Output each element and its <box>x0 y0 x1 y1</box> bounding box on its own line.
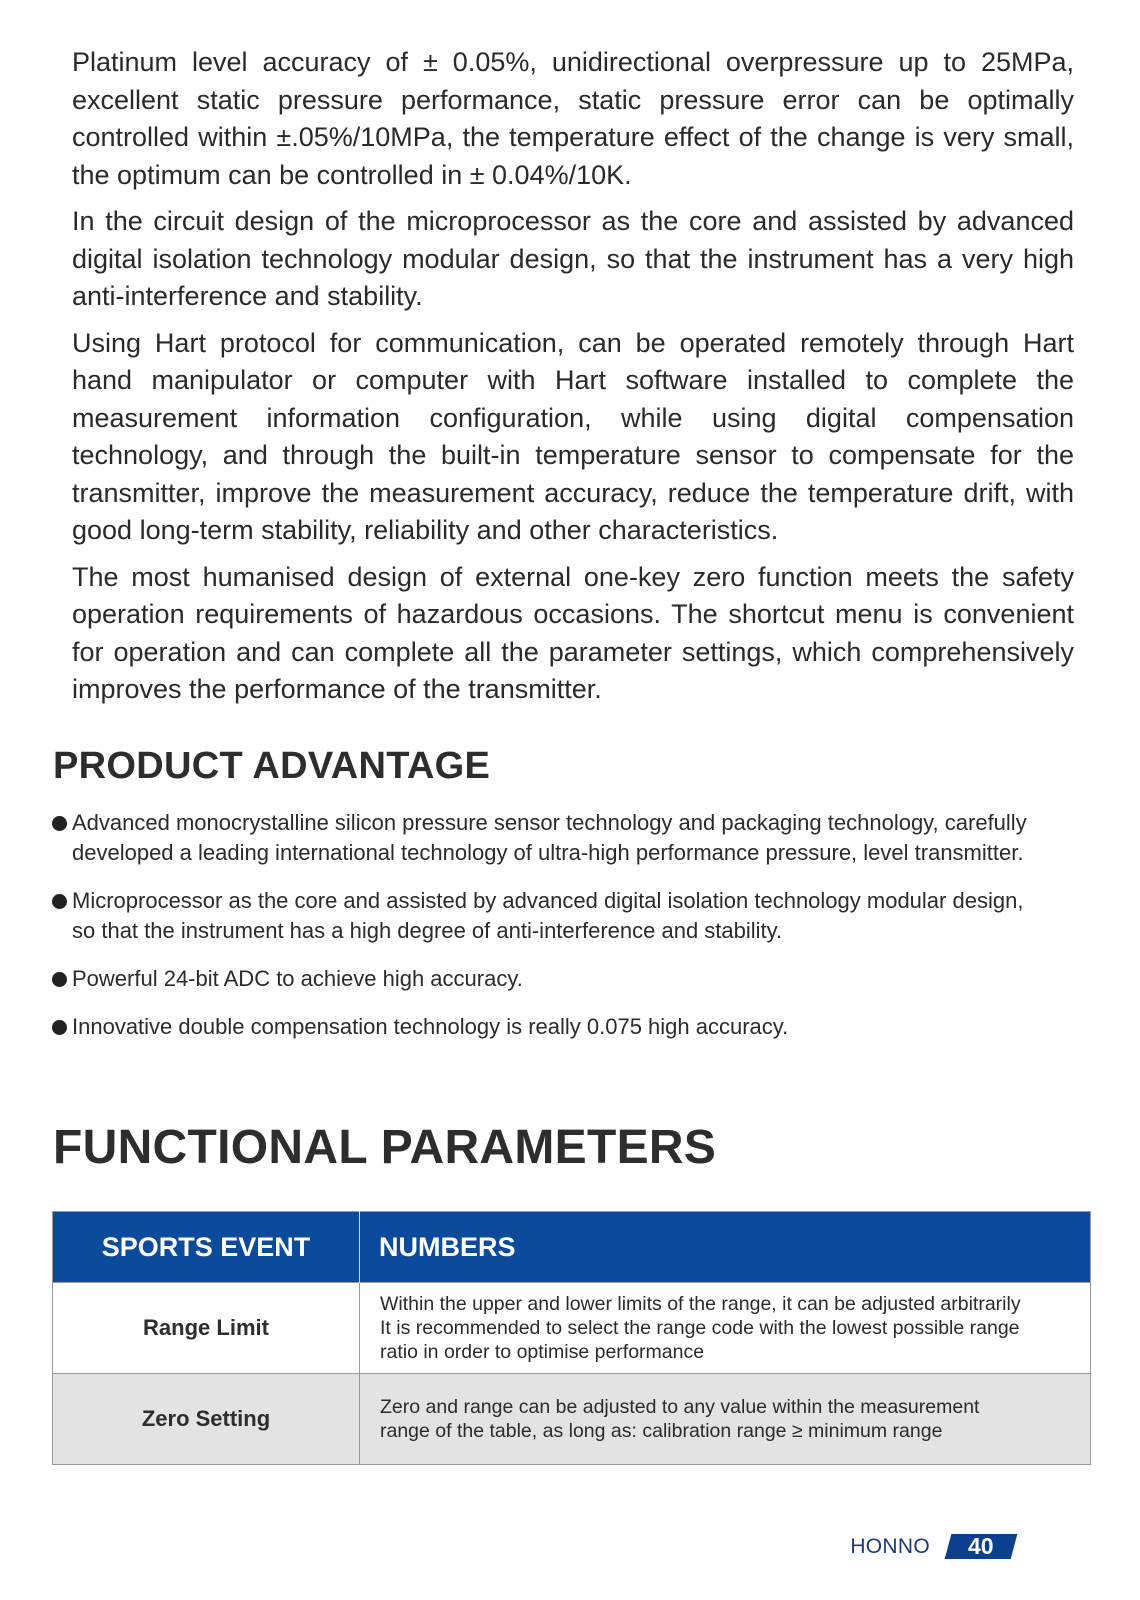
page-footer <box>850 1534 1014 1559</box>
description-line: ratio in order to optimise performance <box>380 1341 705 1363</box>
product-advantage-heading: PRODUCT ADVANTAGE <box>53 745 491 787</box>
intro-paragraph: Platinum level accuracy of ± 0.05%, unidirectional overpressure up to 25MPa, excellent static pressure performance, static pressure error can be optimally controlled within ±.05%/10MPa, the temperature effect of the change is very small, the optimum can be controlled in ± 0.04%/10K. <box>72 47 1074 190</box>
intro-paragraph: Using Hart protocol for communication, can be operated remotely through Hart hand manipulator or computer with Hart software installed to complete the measurement information configuration, while using digital compensation technology, and through the built-in temperature sensor to compensate for the transmitter, improve the measurement accuracy, reduce the temperature drift, with good long-term stability, reliability and other characteristics. <box>72 327 1074 545</box>
description-line: Zero and range can be adjusted to any value within the measurement <box>380 1396 980 1418</box>
advantage-item-text: Powerful 24-bit ADC to achieve high accuracy. <box>72 966 523 991</box>
advantage-item <box>50 808 1050 868</box>
table-row <box>53 1283 1091 1374</box>
table-header-row <box>53 1212 1091 1283</box>
advantage-item <box>50 886 1050 946</box>
advantage-item-text: Innovative double compensation technology is really 0.075 high accuracy. <box>72 1014 789 1039</box>
bullet-dot-icon <box>52 816 67 831</box>
row-description <box>360 1283 1091 1374</box>
table-row <box>53 1374 1091 1465</box>
page-number-badge <box>945 1534 1018 1559</box>
advantage-item <box>50 1012 1050 1042</box>
functional-parameters-heading: FUNCTIONAL PARAMETERS <box>53 1121 717 1174</box>
advantage-list <box>50 808 1050 1060</box>
row-name: Zero Setting <box>53 1374 360 1465</box>
advantage-item <box>50 964 1050 994</box>
description-line: It is recommended to select the range code with the lowest possible range <box>380 1317 1020 1339</box>
description-line: Within the upper and lower limits of the range, it can be adjusted arbitrarily <box>380 1293 1021 1315</box>
intro-paragraph: In the circuit design of the microprocessor as the core and assisted by advanced digital isolation technology modular design, so that the instrument has a very high anti-interference and stability. <box>72 206 1074 311</box>
row-description <box>360 1374 1091 1465</box>
advantage-item-text: Microprocessor as the core and assisted by advanced digital isolation technology modular design, so that the instrument has a high degree of anti-interference and stability. <box>72 888 1024 943</box>
advantage-item-text: Advanced monocrystalline silicon pressure sensor technology and packaging technology, carefully developed a leading international technology of ultra-high performance pressure, level transmitter. <box>72 810 1027 865</box>
bullet-dot-icon <box>52 1020 67 1035</box>
column-header-sports-event: SPORTS EVENT <box>53 1212 360 1283</box>
bullet-dot-icon <box>52 894 67 909</box>
column-header-numbers: NUMBERS <box>360 1212 1091 1283</box>
description-line: range of the table, as long as: calibration range ≥ minimum range <box>380 1420 943 1442</box>
row-name: Range Limit <box>53 1283 360 1374</box>
intro-paragraph: The most humanised design of external one-key zero function meets the safety operation requirements of hazardous occasions. The shortcut menu is convenient for operation and can complete all the parameter settings, which comprehensively improves the performance of the transmitter. <box>72 561 1074 704</box>
bullet-dot-icon <box>52 972 67 987</box>
page-number: 40 <box>968 1533 994 1559</box>
intro-text <box>72 44 1074 718</box>
brand-name: HONNO <box>850 1534 930 1558</box>
parameters-table <box>52 1211 1091 1465</box>
